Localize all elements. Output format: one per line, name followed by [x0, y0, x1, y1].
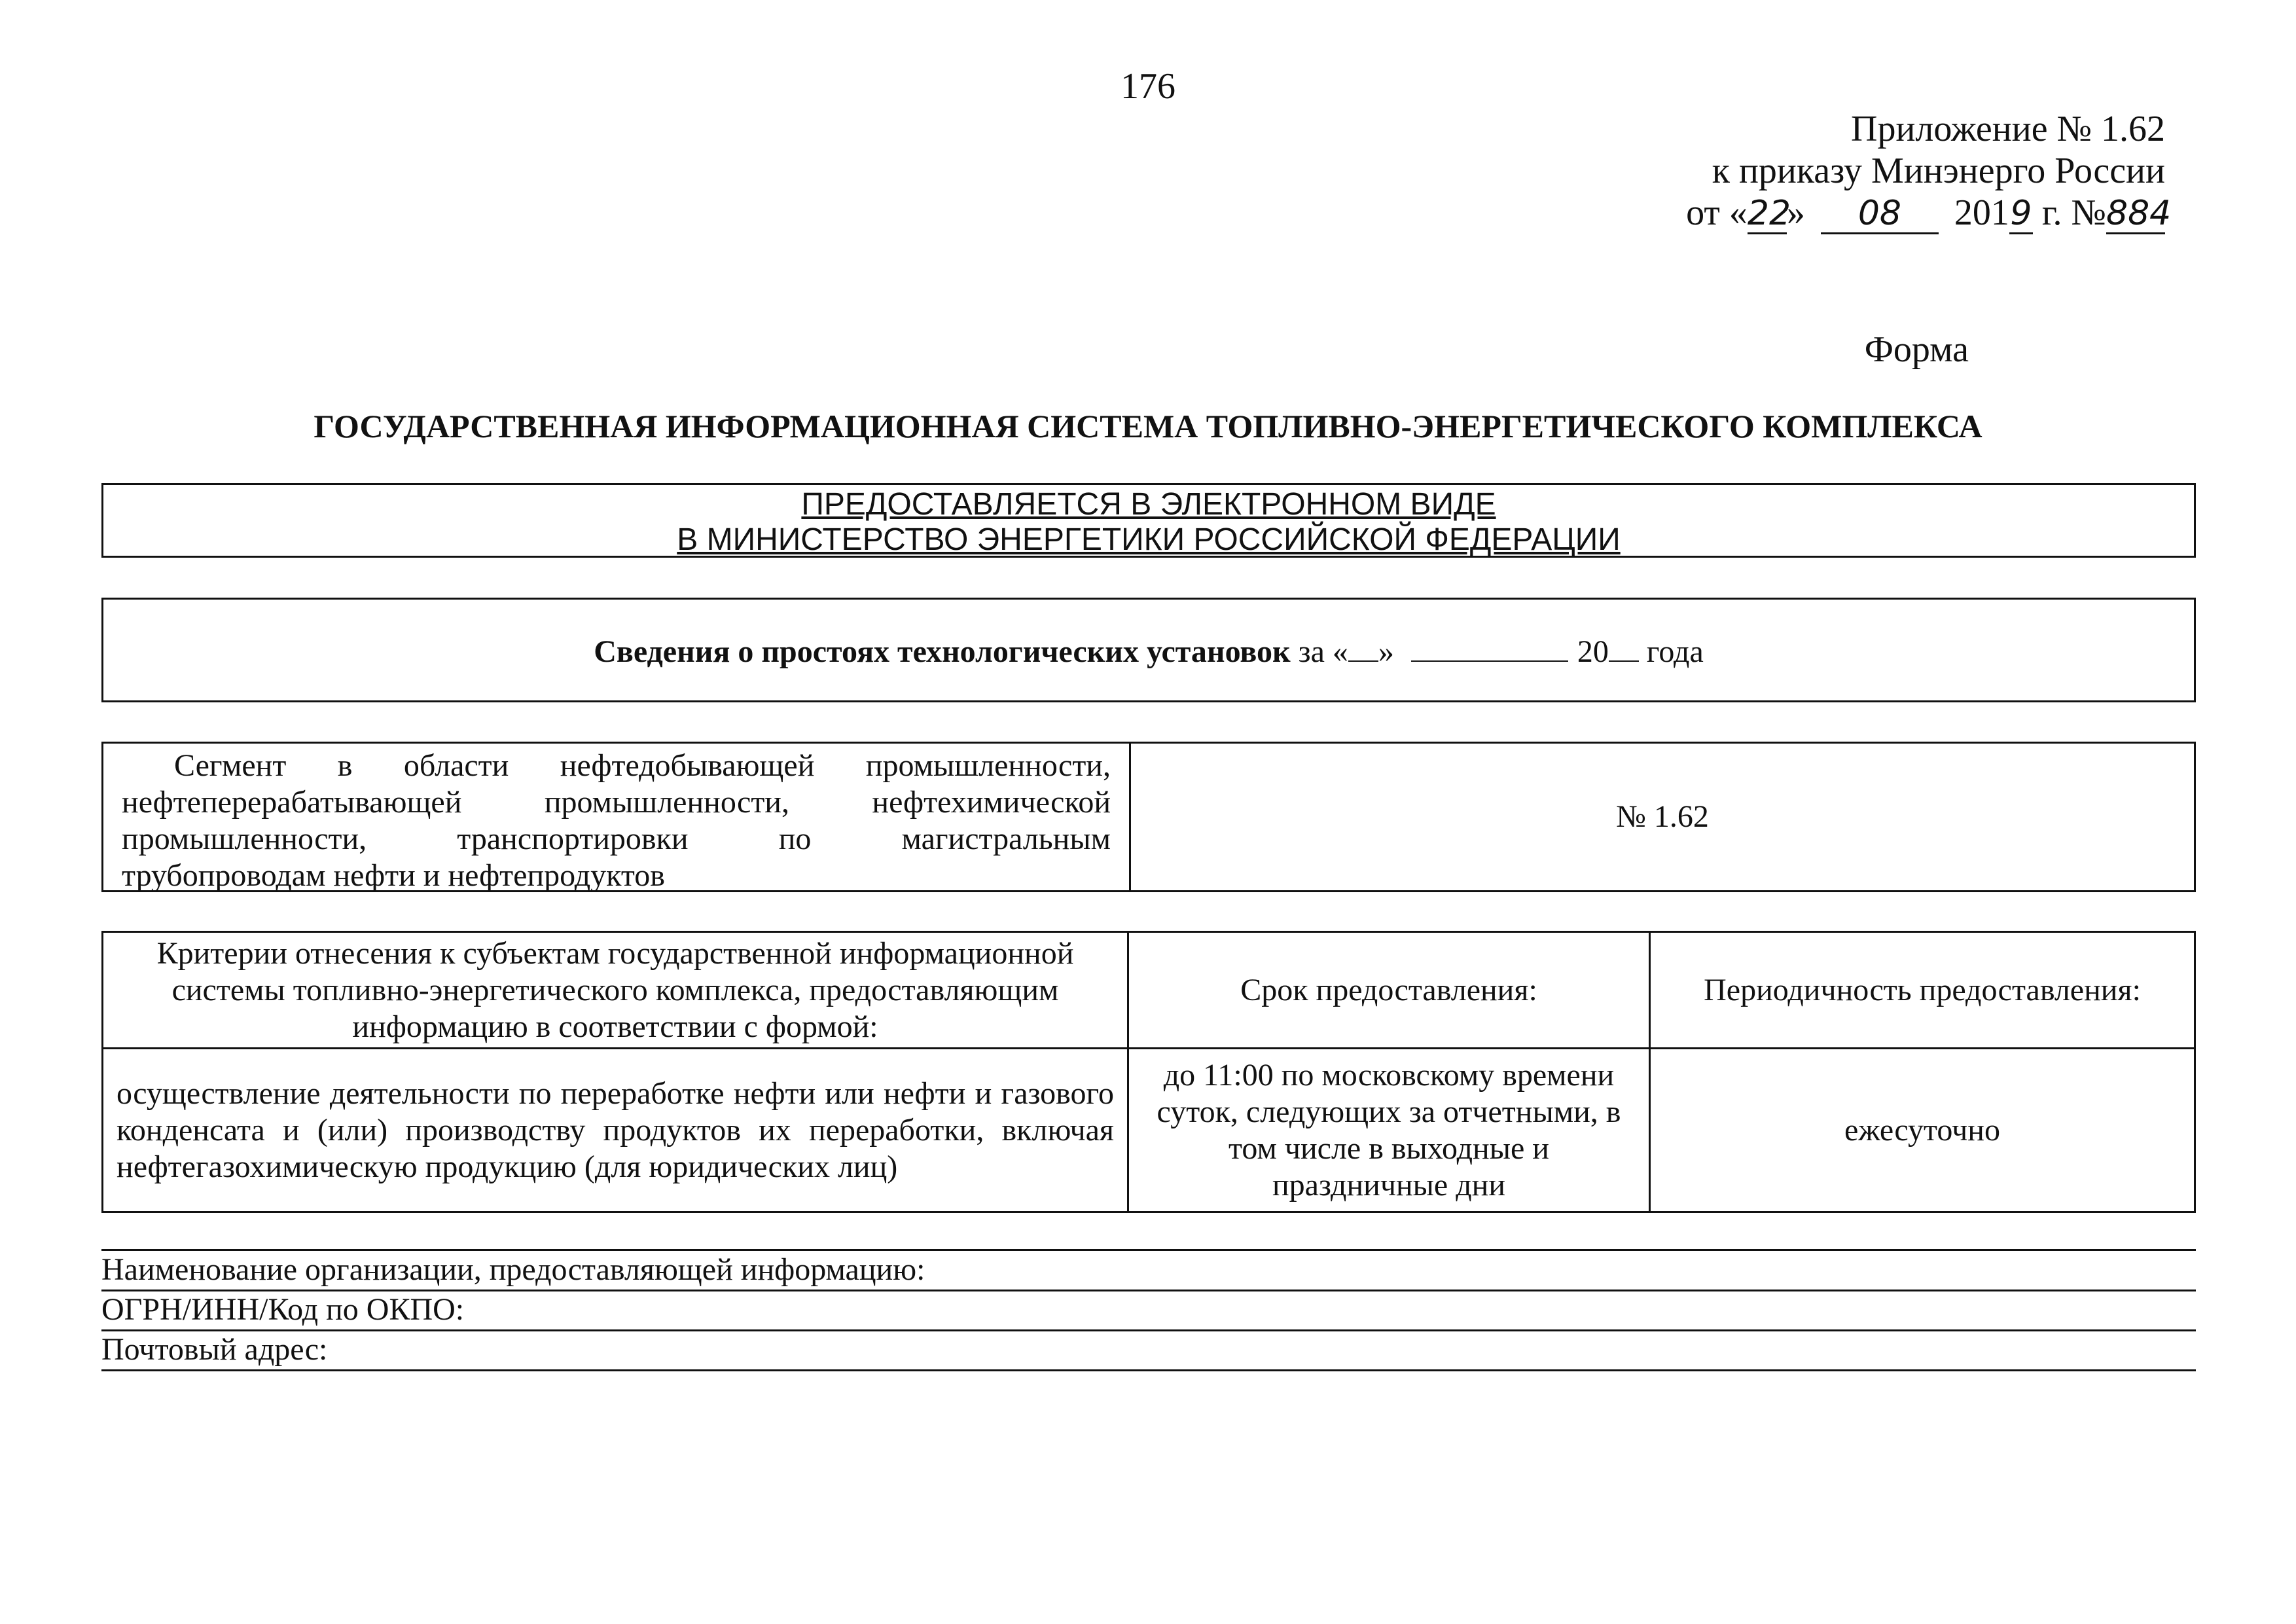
- segment-description: [103, 744, 1131, 893]
- handwritten-order-number: 884: [2106, 194, 2172, 233]
- handwritten-day: 22: [1747, 194, 1791, 233]
- handwritten-year-digit: 9: [2010, 194, 2032, 233]
- appendix-header: [1686, 108, 2172, 234]
- century: 20: [1577, 634, 1609, 669]
- deadline-header: Срок предоставления:: [1128, 932, 1650, 1049]
- criteria-table: [101, 931, 2196, 1213]
- fields-top-line: [101, 1249, 2196, 1251]
- appendix-line2: к приказу Минэнерго России: [1712, 151, 2165, 191]
- criteria-header: Критерии отнесения к субъектам государственной информационной системы топливно-энергетического комплекса, предоставляющим информацию в соответствии с формой:: [103, 932, 1128, 1049]
- periodicity-header: Периодичность предоставления:: [1650, 932, 2195, 1049]
- segment-line1: Сегмент в области нефтедобывающей промышленности,: [174, 748, 1111, 783]
- appendix-line1: Приложение № 1.62: [1851, 109, 2165, 149]
- ogrn-field[interactable]: [101, 1291, 2196, 1331]
- date-prefix: от «: [1686, 192, 1748, 233]
- year-prefix: 201: [1954, 192, 2009, 233]
- submission-line2: В МИНИСТЕРСТВО ЭНЕРГЕТИКИ РОССИЙСКОЙ ФЕДЕРАЦИИ: [677, 522, 1621, 557]
- segment-line2: нефтеперерабатывающей промышленности, нефтехимической: [122, 785, 1111, 820]
- order-number-prefix: г. №: [2032, 192, 2106, 233]
- date-quote-close: »: [1786, 192, 1805, 233]
- appendix-date-line: [1686, 192, 2172, 234]
- org-name-label: Наименование организации, предоставляющей информацию:: [101, 1252, 925, 1287]
- page-number: 176: [1121, 66, 1175, 107]
- address-label: Почтовый адрес:: [101, 1332, 328, 1367]
- segment-box: [101, 742, 2196, 892]
- segment-line3: промышленности, транспортировки по магистральным: [122, 821, 1111, 856]
- criteria-row: [103, 1049, 2195, 1212]
- handwritten-month: 08: [1821, 194, 1939, 234]
- report-title-bold: Сведения о простоях технологических установок: [594, 634, 1291, 669]
- deadline-cell: до 11:00 по московскому времени суток, следующих за отчетными, в том числе в выходные и праздничные дни: [1128, 1049, 1650, 1212]
- form-label: Форма: [1864, 329, 1969, 370]
- org-name-field[interactable]: [101, 1252, 2196, 1291]
- ogrn-label: ОГРН/ИНН/Код по ОКПО:: [101, 1292, 465, 1327]
- year-word: года: [1646, 634, 1704, 669]
- organization-fields: [101, 1252, 2196, 1371]
- report-for: за «: [1290, 634, 1348, 669]
- periodicity-cell: ежесуточно: [1650, 1049, 2195, 1212]
- submission-line1: ПРЕДОСТАВЛЯЕТСЯ В ЭЛЕКТРОННОМ ВИДЕ: [801, 487, 1496, 522]
- form-number: № 1.62: [1616, 799, 1709, 834]
- month-blank[interactable]: [1411, 634, 1568, 662]
- year-blank[interactable]: [1609, 634, 1639, 662]
- report-quote-close: »: [1378, 634, 1394, 669]
- day-blank[interactable]: [1348, 634, 1378, 662]
- report-title-box: [101, 598, 2196, 702]
- segment-line4: трубопроводам нефти и нефтепродуктов: [122, 858, 665, 893]
- criteria-header-row: [103, 932, 2195, 1049]
- address-field[interactable]: [101, 1331, 2196, 1371]
- document-title: ГОСУДАРСТВЕННАЯ ИНФОРМАЦИОННАЯ СИСТЕМА ТОПЛИВНО-ЭНЕРГЕТИЧЕСКОГО КОМПЛЕКСА: [314, 408, 1982, 444]
- criteria-cell: осуществление деятельности по переработке нефти или нефти и газового конденсата и (или) производству продуктов их переработки, включая нефтегазохимическую продукцию (для юридических лиц): [103, 1049, 1128, 1212]
- submission-notice-box: [101, 483, 2196, 558]
